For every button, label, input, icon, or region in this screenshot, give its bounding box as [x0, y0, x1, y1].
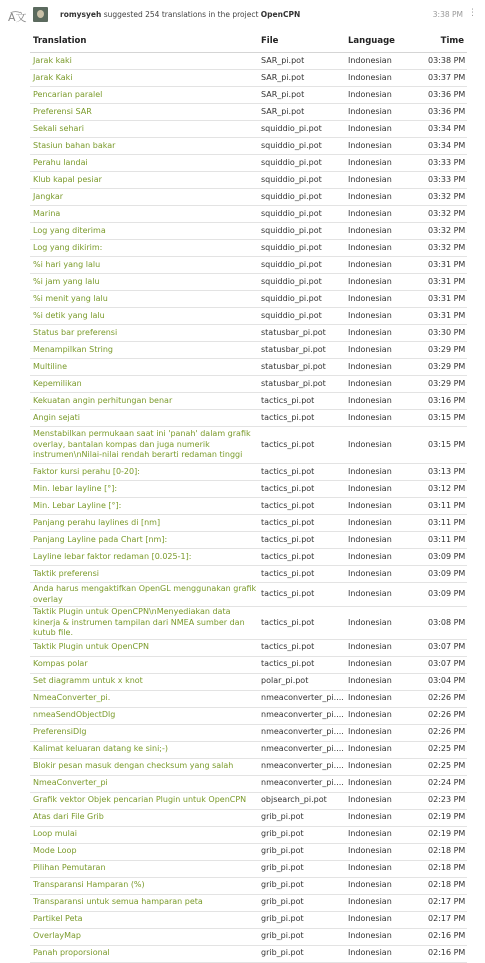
- translation-link[interactable]: %i menit yang lalu: [30, 291, 258, 308]
- table-row: [30, 607, 467, 640]
- time-cell: 03:31 PM: [425, 274, 467, 291]
- file-cell: statusbar_pi.pot: [258, 325, 345, 342]
- language-cell: Indonesian: [345, 826, 425, 843]
- language-cell: Indonesian: [345, 274, 425, 291]
- table-row: [30, 690, 467, 707]
- language-cell: Indonesian: [345, 549, 425, 566]
- table-row: [30, 826, 467, 843]
- language-cell: Indonesian: [345, 607, 425, 640]
- table-row: [30, 515, 467, 532]
- time-cell: 03:37 PM: [425, 70, 467, 87]
- table-row: [30, 376, 467, 393]
- language-cell: Indonesian: [345, 206, 425, 223]
- table-row: [30, 566, 467, 583]
- language-cell: Indonesian: [345, 498, 425, 515]
- table-row: [30, 189, 467, 206]
- table-row: [30, 656, 467, 673]
- file-cell: tactics_pi.pot: [258, 532, 345, 549]
- translation-link[interactable]: Pilihan Pemutaran: [30, 860, 258, 877]
- time-cell: 03:11 PM: [425, 532, 467, 549]
- time-cell: 03:16 PM: [425, 393, 467, 410]
- file-cell: tactics_pi.pot: [258, 481, 345, 498]
- time-cell: 03:32 PM: [425, 223, 467, 240]
- activity-summary: [60, 10, 300, 19]
- file-cell: squiddio_pi.pot: [258, 308, 345, 325]
- translation-link[interactable]: Klub kapal pesiar: [30, 172, 258, 189]
- language-cell: Indonesian: [345, 87, 425, 104]
- translation-link[interactable]: Mode Loop: [30, 843, 258, 860]
- time-cell: 03:30 PM: [425, 325, 467, 342]
- translation-link[interactable]: Min. Lebar Layline [°]:: [30, 498, 258, 515]
- language-cell: Indonesian: [345, 325, 425, 342]
- translation-link[interactable]: OverlayMap: [30, 928, 258, 945]
- time-cell: 03:07 PM: [425, 656, 467, 673]
- time-cell: 03:13 PM: [425, 464, 467, 481]
- translation-link[interactable]: Menstabilkan permukaan saat ini 'panah' dalam grafik overlay, bantalan kompas dan juga numerik instrumen\nNilai-nilai rendah berarti redaman tinggi: [30, 427, 258, 464]
- language-cell: Indonesian: [345, 809, 425, 826]
- file-cell: tactics_pi.pot: [258, 427, 345, 464]
- language-cell: Indonesian: [345, 911, 425, 928]
- language-cell: Indonesian: [345, 376, 425, 393]
- table-row: [30, 223, 467, 240]
- file-cell: nmeaconverter_pi....: [258, 724, 345, 741]
- table-row: [30, 274, 467, 291]
- file-cell: grib_pi.pot: [258, 894, 345, 911]
- language-cell: Indonesian: [345, 308, 425, 325]
- table-row: [30, 70, 467, 87]
- file-cell: tactics_pi.pot: [258, 464, 345, 481]
- translation-link[interactable]: Partikel Peta: [30, 911, 258, 928]
- file-cell: squiddio_pi.pot: [258, 189, 345, 206]
- time-cell: 02:19 PM: [425, 809, 467, 826]
- time-cell: 03:15 PM: [425, 410, 467, 427]
- translation-link[interactable]: Transparansi Hamparan (%): [30, 877, 258, 894]
- translation-link[interactable]: Panjang Layline pada Chart [nm]:: [30, 532, 258, 549]
- time-cell: 03:07 PM: [425, 639, 467, 656]
- time-cell: 03:04 PM: [425, 673, 467, 690]
- file-cell: grib_pi.pot: [258, 928, 345, 945]
- table-row: [30, 532, 467, 549]
- translation-link[interactable]: Preferensi SAR: [30, 104, 258, 121]
- language-cell: Indonesian: [345, 53, 425, 70]
- language-cell: Indonesian: [345, 70, 425, 87]
- translation-link[interactable]: Kompas polar: [30, 656, 258, 673]
- file-cell: grib_pi.pot: [258, 860, 345, 877]
- file-cell: tactics_pi.pot: [258, 607, 345, 640]
- time-cell: 03:33 PM: [425, 155, 467, 172]
- file-cell: squiddio_pi.pot: [258, 223, 345, 240]
- translation-link[interactable]: Stasiun bahan bakar: [30, 138, 258, 155]
- translation-link[interactable]: PreferensiDlg: [30, 724, 258, 741]
- language-cell: Indonesian: [345, 189, 425, 206]
- file-cell: statusbar_pi.pot: [258, 359, 345, 376]
- table-row: [30, 325, 467, 342]
- table-row: [30, 53, 467, 70]
- table-row: [30, 121, 467, 138]
- file-cell: statusbar_pi.pot: [258, 376, 345, 393]
- time-cell: 02:16 PM: [425, 928, 467, 945]
- translation-link[interactable]: Transparansi untuk semua hamparan peta: [30, 894, 258, 911]
- table-row: [30, 257, 467, 274]
- file-cell: tactics_pi.pot: [258, 583, 345, 607]
- file-cell: tactics_pi.pot: [258, 498, 345, 515]
- language-cell: Indonesian: [345, 291, 425, 308]
- translation-link[interactable]: Log yang diterima: [30, 223, 258, 240]
- table-row: [30, 673, 467, 690]
- file-cell: grib_pi.pot: [258, 843, 345, 860]
- table-row: [30, 860, 467, 877]
- time-cell: 02:19 PM: [425, 826, 467, 843]
- table-row: [30, 427, 467, 464]
- file-cell: tactics_pi.pot: [258, 639, 345, 656]
- time-cell: 03:36 PM: [425, 104, 467, 121]
- translation-link[interactable]: Taktik Plugin untuk OpenCPN\nMenyediakan data kinerja & instrumen tampilan dari NMEA sumber dan kutub file.: [30, 607, 258, 640]
- language-cell: Indonesian: [345, 792, 425, 809]
- time-cell: 03:29 PM: [425, 359, 467, 376]
- activity-text: suggested 254 translations in the project: [101, 10, 261, 19]
- table-row: [30, 464, 467, 481]
- language-cell: Indonesian: [345, 257, 425, 274]
- time-cell: 02:26 PM: [425, 690, 467, 707]
- table-row: [30, 741, 467, 758]
- language-cell: Indonesian: [345, 172, 425, 189]
- translation-link[interactable]: Set diagramm untuk x knot: [30, 673, 258, 690]
- translation-link[interactable]: NmeaConverter_pi: [30, 775, 258, 792]
- time-cell: 03:34 PM: [425, 121, 467, 138]
- table-row: [30, 308, 467, 325]
- file-cell: squiddio_pi.pot: [258, 121, 345, 138]
- time-cell: 02:17 PM: [425, 894, 467, 911]
- table-row: [30, 359, 467, 376]
- language-cell: Indonesian: [345, 240, 425, 257]
- time-cell: 02:18 PM: [425, 877, 467, 894]
- table-row: [30, 498, 467, 515]
- time-cell: 02:16 PM: [425, 945, 467, 962]
- time-cell: 03:32 PM: [425, 189, 467, 206]
- translation-link[interactable]: Status bar preferensi: [30, 325, 258, 342]
- file-cell: grib_pi.pot: [258, 826, 345, 843]
- translation-link[interactable]: Taktik preferensi: [30, 566, 258, 583]
- file-cell: squiddio_pi.pot: [258, 155, 345, 172]
- table-row: [30, 481, 467, 498]
- language-cell: Indonesian: [345, 945, 425, 962]
- table-row: [30, 291, 467, 308]
- translation-link[interactable]: %i hari yang lalu: [30, 257, 258, 274]
- column-header-language: Language: [345, 33, 425, 53]
- translation-link[interactable]: Kalimat keluaran datang ke sini;-): [30, 741, 258, 758]
- time-cell: 03:09 PM: [425, 549, 467, 566]
- translation-link[interactable]: NmeaConverter_pi.: [30, 690, 258, 707]
- language-cell: Indonesian: [345, 843, 425, 860]
- translation-link[interactable]: Faktor kursi perahu [0-20]:: [30, 464, 258, 481]
- file-cell: SAR_pi.pot: [258, 104, 345, 121]
- file-cell: squiddio_pi.pot: [258, 206, 345, 223]
- table-row: [30, 155, 467, 172]
- table-row: [30, 410, 467, 427]
- time-cell: 02:25 PM: [425, 741, 467, 758]
- language-cell: Indonesian: [345, 758, 425, 775]
- time-cell: 03:11 PM: [425, 515, 467, 532]
- language-cell: Indonesian: [345, 690, 425, 707]
- translation-link[interactable]: nmeaSendObjectDlg: [30, 707, 258, 724]
- time-cell: 03:32 PM: [425, 240, 467, 257]
- table-row: [30, 809, 467, 826]
- language-cell: Indonesian: [345, 515, 425, 532]
- language-cell: Indonesian: [345, 639, 425, 656]
- translation-link[interactable]: Pencarian paralel: [30, 87, 258, 104]
- translation-link[interactable]: Grafik vektor Objek pencarian Plugin untuk OpenCPN: [30, 792, 258, 809]
- language-cell: Indonesian: [345, 121, 425, 138]
- language-cell: Indonesian: [345, 775, 425, 792]
- translation-link[interactable]: Marina: [30, 206, 258, 223]
- translation-link[interactable]: Multiline: [30, 359, 258, 376]
- file-cell: nmeaconverter_pi....: [258, 741, 345, 758]
- translation-link[interactable]: %i detik yang lalu: [30, 308, 258, 325]
- file-cell: grib_pi.pot: [258, 945, 345, 962]
- column-header-translation: Translation: [30, 33, 258, 53]
- time-cell: 02:26 PM: [425, 707, 467, 724]
- time-cell: 03:09 PM: [425, 566, 467, 583]
- time-cell: 02:18 PM: [425, 843, 467, 860]
- time-cell: 02:23 PM: [425, 792, 467, 809]
- file-cell: tactics_pi.pot: [258, 656, 345, 673]
- time-cell: 03:12 PM: [425, 481, 467, 498]
- language-cell: Indonesian: [345, 877, 425, 894]
- language-cell: Indonesian: [345, 894, 425, 911]
- table-row: [30, 342, 467, 359]
- time-cell: 03:29 PM: [425, 376, 467, 393]
- language-cell: Indonesian: [345, 860, 425, 877]
- file-cell: nmeaconverter_pi....: [258, 775, 345, 792]
- table-row: [30, 724, 467, 741]
- file-cell: nmeaconverter_pi....: [258, 707, 345, 724]
- language-cell: Indonesian: [345, 410, 425, 427]
- file-cell: grib_pi.pot: [258, 877, 345, 894]
- time-cell: 03:33 PM: [425, 172, 467, 189]
- user-link[interactable]: romysyeh: [60, 10, 102, 19]
- time-cell: 03:36 PM: [425, 87, 467, 104]
- file-cell: polar_pi.pot: [258, 673, 345, 690]
- language-cell: Indonesian: [345, 359, 425, 376]
- time-cell: 02:18 PM: [425, 860, 467, 877]
- translation-link[interactable]: Taktik Plugin untuk OpenCPN: [30, 639, 258, 656]
- language-cell: Indonesian: [345, 532, 425, 549]
- file-cell: tactics_pi.pot: [258, 549, 345, 566]
- table-row: [30, 945, 467, 962]
- translation-link[interactable]: Loop mulai: [30, 826, 258, 843]
- table-row: [30, 877, 467, 894]
- table-row: [30, 172, 467, 189]
- table-row: [30, 707, 467, 724]
- file-cell: tactics_pi.pot: [258, 566, 345, 583]
- language-cell: Indonesian: [345, 583, 425, 607]
- language-cell: Indonesian: [345, 673, 425, 690]
- time-cell: 03:15 PM: [425, 427, 467, 464]
- file-cell: SAR_pi.pot: [258, 87, 345, 104]
- language-cell: Indonesian: [345, 393, 425, 410]
- file-cell: grib_pi.pot: [258, 809, 345, 826]
- translations-table: [30, 33, 467, 963]
- language-cell: Indonesian: [345, 155, 425, 172]
- translation-link[interactable]: Menampilkan String: [30, 342, 258, 359]
- translation-link[interactable]: Panjang perahu laylines di [nm]: [30, 515, 258, 532]
- time-cell: 02:17 PM: [425, 911, 467, 928]
- translation-link[interactable]: Blokir pesan masuk dengan checksum yang salah: [30, 758, 258, 775]
- time-cell: 03:29 PM: [425, 342, 467, 359]
- table-row: [30, 792, 467, 809]
- project-link[interactable]: OpenCPN: [260, 10, 301, 19]
- language-cell: Indonesian: [345, 707, 425, 724]
- time-cell: 02:26 PM: [425, 724, 467, 741]
- translation-link[interactable]: Angin sejati: [30, 410, 258, 427]
- time-cell: 03:11 PM: [425, 498, 467, 515]
- table-row: [30, 775, 467, 792]
- file-cell: objsearch_pi.pot: [258, 792, 345, 809]
- language-cell: Indonesian: [345, 342, 425, 359]
- table-row: [30, 928, 467, 945]
- table-row: [30, 393, 467, 410]
- table-row: [30, 639, 467, 656]
- time-cell: 03:08 PM: [425, 607, 467, 640]
- time-cell: 02:24 PM: [425, 775, 467, 792]
- file-cell: nmeaconverter_pi....: [258, 758, 345, 775]
- language-cell: Indonesian: [345, 427, 425, 464]
- table-row: [30, 894, 467, 911]
- language-cell: Indonesian: [345, 464, 425, 481]
- time-cell: 03:31 PM: [425, 257, 467, 274]
- translation-link[interactable]: %i jam yang lalu: [30, 274, 258, 291]
- translation-link[interactable]: Jangkar: [30, 189, 258, 206]
- translation-link[interactable]: Min. lebar layline [°]:: [30, 481, 258, 498]
- file-cell: tactics_pi.pot: [258, 515, 345, 532]
- language-cell: Indonesian: [345, 223, 425, 240]
- table-row: [30, 583, 467, 607]
- translation-link[interactable]: Kekuatan angin perhitungan benar: [30, 393, 258, 410]
- file-cell: squiddio_pi.pot: [258, 291, 345, 308]
- table-row: [30, 138, 467, 155]
- file-cell: squiddio_pi.pot: [258, 257, 345, 274]
- file-cell: SAR_pi.pot: [258, 53, 345, 70]
- table-row: [30, 206, 467, 223]
- time-cell: 03:09 PM: [425, 583, 467, 607]
- time-cell: 03:32 PM: [425, 206, 467, 223]
- language-cell: Indonesian: [345, 481, 425, 498]
- translation-link[interactable]: Sekali sehari: [30, 121, 258, 138]
- language-cell: Indonesian: [345, 104, 425, 121]
- translation-link[interactable]: Layline lebar faktor redaman [0.025-1]:: [30, 549, 258, 566]
- table-row: [30, 240, 467, 257]
- translation-link[interactable]: Atas dari File Grib: [30, 809, 258, 826]
- translation-link[interactable]: Jarak kaki: [30, 53, 258, 70]
- file-cell: grib_pi.pot: [258, 911, 345, 928]
- activity-time: 3:38 PM: [432, 10, 463, 19]
- table-row: [30, 911, 467, 928]
- language-cell: Indonesian: [345, 741, 425, 758]
- translation-link[interactable]: Perahu landai: [30, 155, 258, 172]
- column-header-time: Time: [425, 33, 467, 53]
- time-cell: 03:31 PM: [425, 291, 467, 308]
- file-cell: squiddio_pi.pot: [258, 172, 345, 189]
- time-cell: 03:38 PM: [425, 53, 467, 70]
- column-header-file: File: [258, 33, 345, 53]
- translation-link[interactable]: Panah proporsional: [30, 945, 258, 962]
- file-cell: tactics_pi.pot: [258, 410, 345, 427]
- file-cell: tactics_pi.pot: [258, 393, 345, 410]
- table-row: [30, 104, 467, 121]
- file-cell: squiddio_pi.pot: [258, 240, 345, 257]
- translation-link[interactable]: Anda harus mengaktifkan OpenGL menggunakan grafik overlay: [30, 583, 258, 607]
- time-cell: 03:34 PM: [425, 138, 467, 155]
- language-cell: Indonesian: [345, 138, 425, 155]
- translation-link[interactable]: Jarak Kaki: [30, 70, 258, 87]
- table-row: [30, 843, 467, 860]
- vertical-ellipsis-icon[interactable]: ⋮: [468, 8, 477, 18]
- table-row: [30, 758, 467, 775]
- language-cell: Indonesian: [345, 724, 425, 741]
- file-cell: SAR_pi.pot: [258, 70, 345, 87]
- file-cell: squiddio_pi.pot: [258, 138, 345, 155]
- language-cell: Indonesian: [345, 928, 425, 945]
- file-cell: nmeaconverter_pi....: [258, 690, 345, 707]
- translate-icon: A͡文: [8, 11, 27, 24]
- table-row: [30, 87, 467, 104]
- language-cell: Indonesian: [345, 566, 425, 583]
- file-cell: statusbar_pi.pot: [258, 342, 345, 359]
- table-header-row: [30, 33, 467, 53]
- file-cell: squiddio_pi.pot: [258, 274, 345, 291]
- time-cell: 02:25 PM: [425, 758, 467, 775]
- avatar[interactable]: [33, 7, 48, 22]
- language-cell: Indonesian: [345, 656, 425, 673]
- activity-header: [0, 0, 485, 30]
- translation-link[interactable]: Kepemilikan: [30, 376, 258, 393]
- time-cell: 03:31 PM: [425, 308, 467, 325]
- translation-link[interactable]: Log yang dikirim:: [30, 240, 258, 257]
- table-row: [30, 549, 467, 566]
